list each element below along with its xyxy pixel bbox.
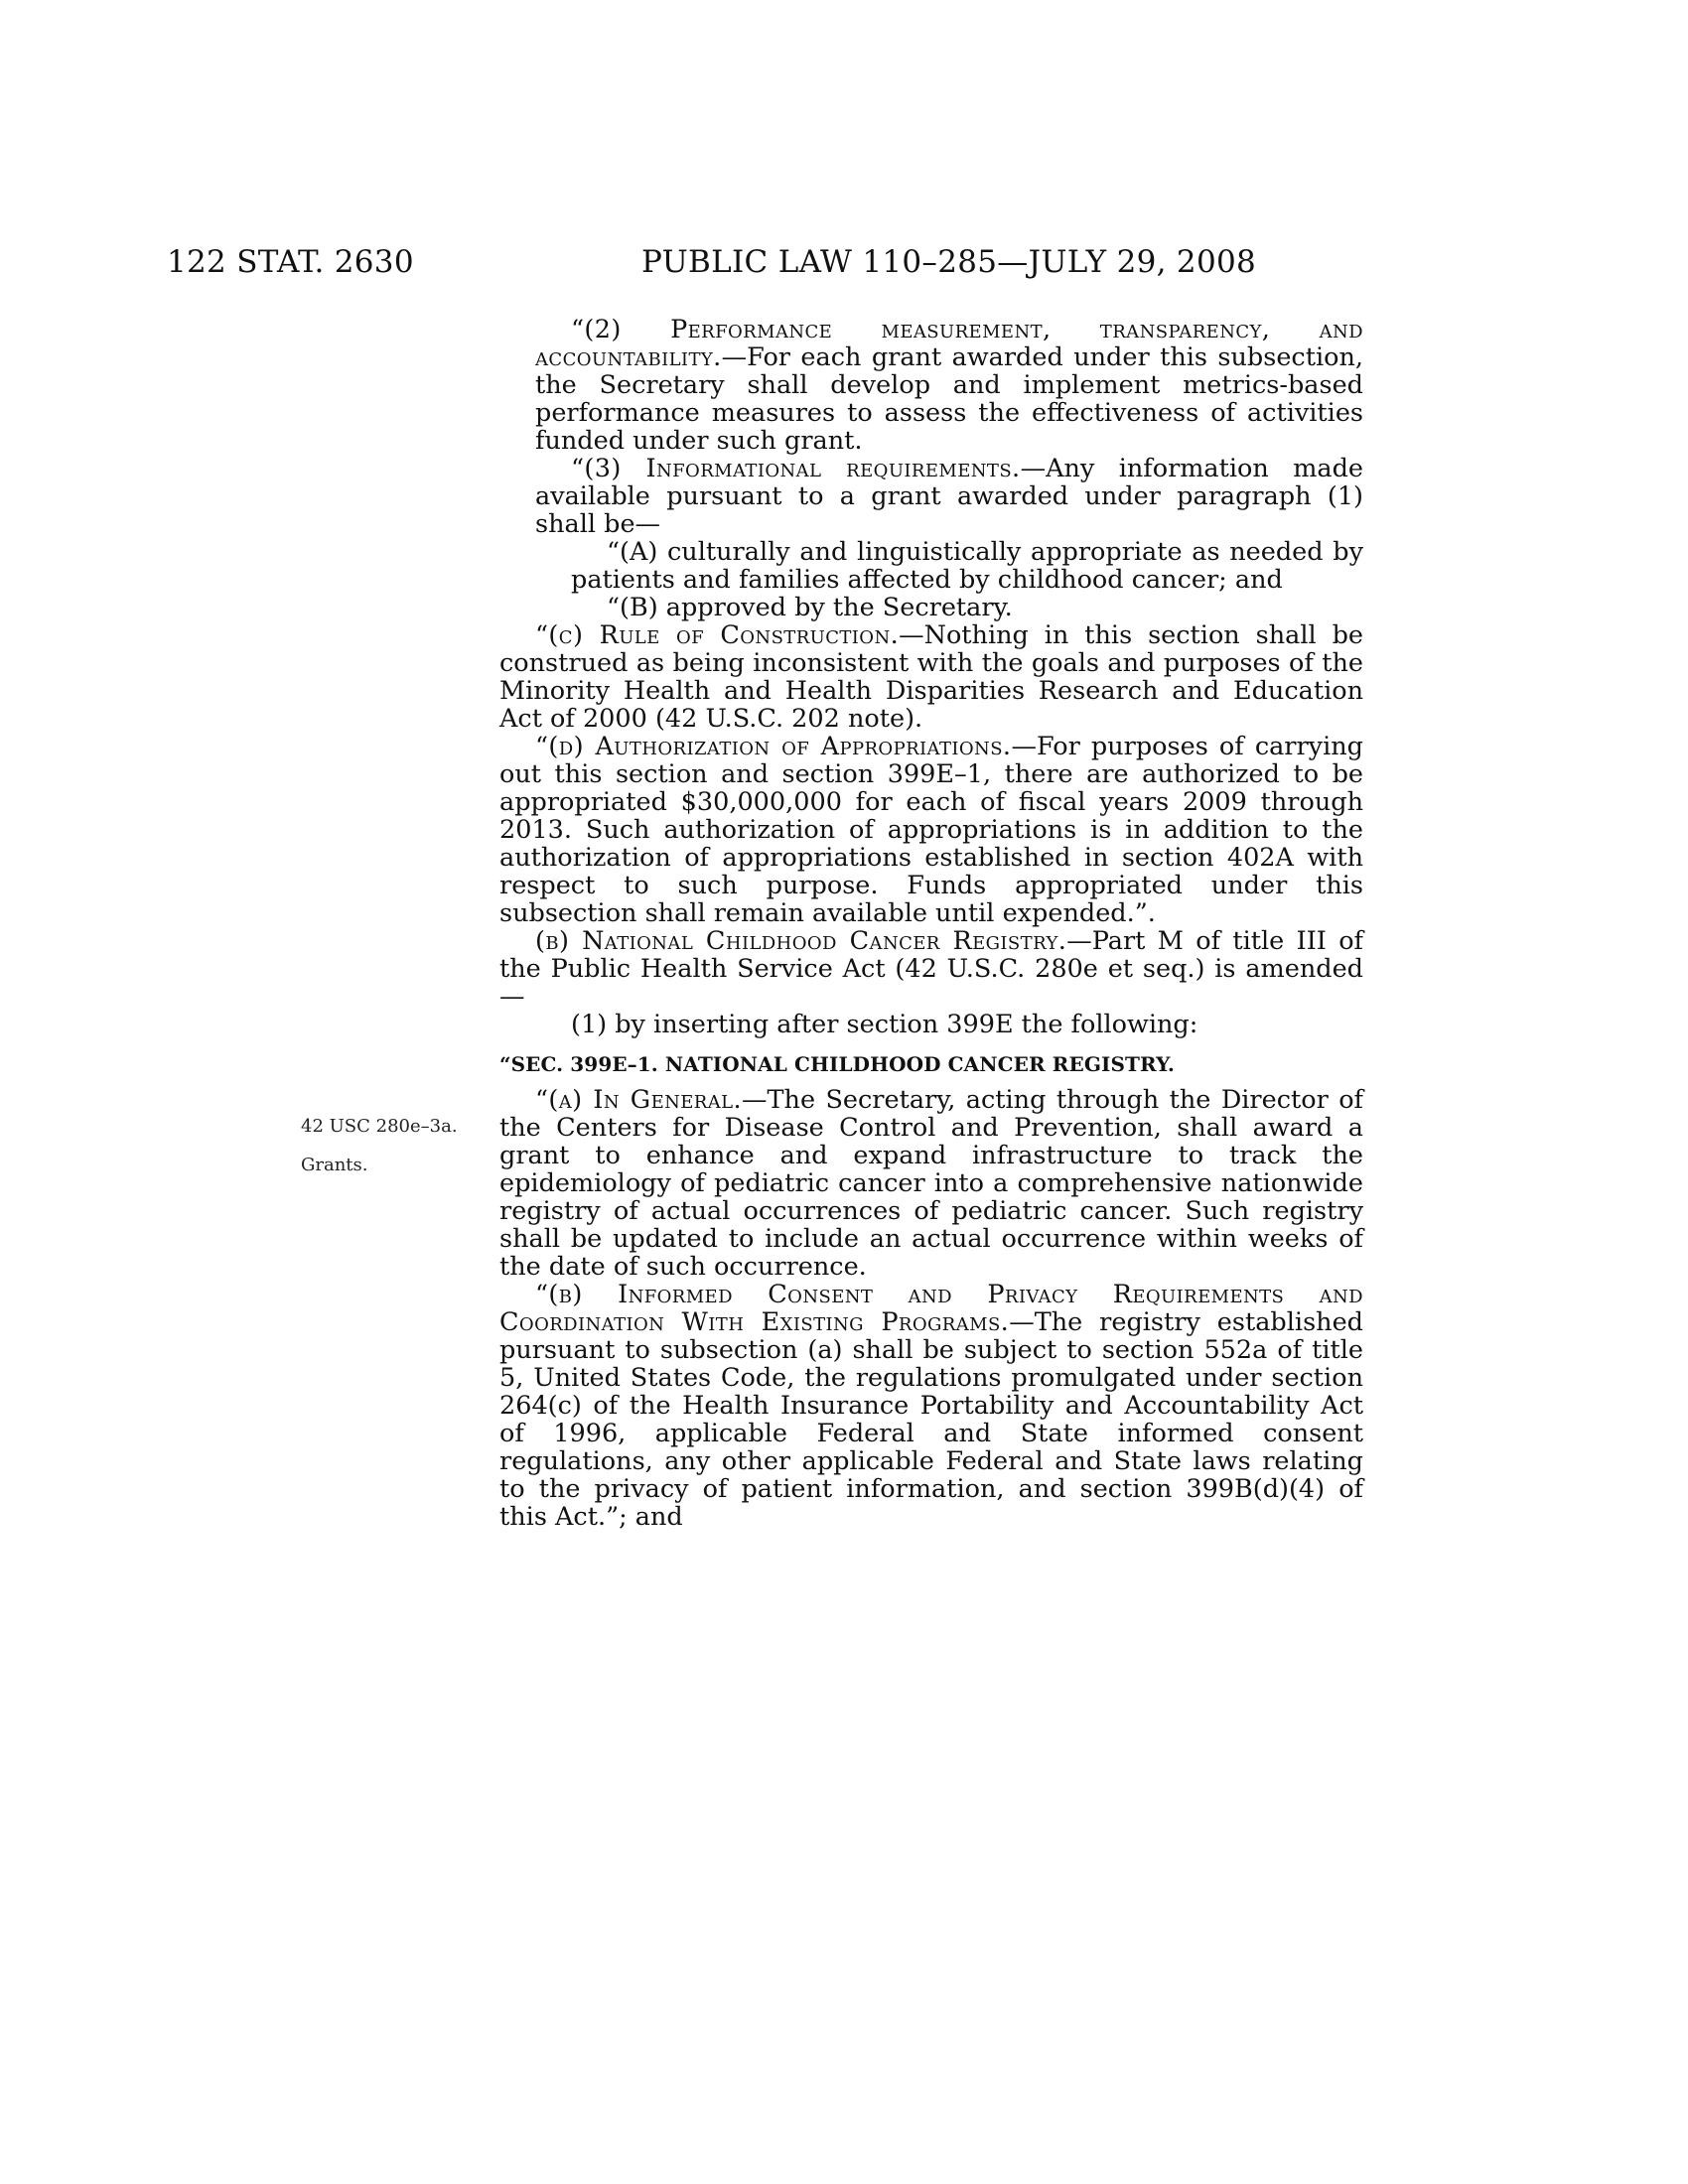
subparagraph-b: “(B) approved by the Secretary.: [607, 593, 1013, 622]
margin-note-grants: Grants.: [301, 1155, 368, 1175]
clause-1: (1) by inserting after section 399E the following:: [571, 1010, 1198, 1039]
subsection-c: [499, 621, 1363, 733]
paragraph-heading: “(3) Informational requirements.: [571, 454, 1021, 483]
stat-page-number: 122 STAT. 2630: [167, 244, 414, 280]
section-heading: “SEC. 399E–1. NATIONAL CHILDHOOD CANCER REGISTRY.: [499, 1052, 1175, 1076]
paragraph-text: —For each grant awarded under this subsection, the Secretary shall develop and implement metrics-based performance measures to assess the effectiveness of activities funded under such grant.: [535, 342, 1363, 456]
subsection-a-general: [499, 1086, 1363, 1281]
paragraph-text: —For purposes of carrying out this section and section 399E–1, there are authorized to be appropriated $30,000,000 for each of fiscal years 2009 through 2013. Such authorization of appropriations is in addition to the authorization of appropriations established in section 402A with respect to such purpose. Funds appropriated under this subsection shall remain available until expended.”.: [499, 732, 1363, 928]
running-header: PUBLIC LAW 110–285—JULY 29, 2008: [641, 244, 1257, 280]
paragraph-text: —Nothing in this section shall be construed as being inconsistent with the goals and purposes of the Minority Health and Health Disparities Research and Education Act of 2000 (42 U.S.C. 202 note).: [499, 620, 1363, 734]
paragraph-text: —The registry established pursuant to subsection (a) shall be subject to section 552a of title 5, United States Code, the regulations promulgated under section 264(c) of the Health Insurance Portability and Accountability Act of 1996, applicable Federal and State informed consent regulations, any other applicable Federal and State laws relating to the privacy of patient information, and section 399B(d)(4) of this Act.”; and: [499, 1307, 1363, 1532]
document-body: [499, 316, 1363, 1531]
paragraph-heading: “(c) Rule of Construction.: [535, 620, 900, 650]
paragraph-heading: “(a) In General.: [535, 1085, 743, 1115]
margin-note-usc: 42 USC 280e–3a.: [301, 1116, 458, 1137]
paragraph-2: [499, 316, 1363, 455]
paragraph-3: [499, 455, 1363, 538]
subsection-b-registry: [499, 927, 1363, 1011]
paragraph-text: —The Secretary, acting through the Director of the Centers for Disease Control and Prevention, shall award a grant to enhance and expand infrastructure to track the epidemiology of pediatric cancer into a comprehensive nationwide registry of actual occurrences of pediatric cancer. Such registry shall be updated to include an actual occurrence within weeks of the date of such occurrence.: [499, 1085, 1363, 1282]
paragraph-heading: “(d) Authorization of Appropriations.: [535, 732, 1012, 761]
subsection-d: [499, 733, 1363, 927]
subparagraph-a: “(A) culturally and linguistically appropriate as needed by patients and families affected by childhood cancer; and: [571, 537, 1363, 595]
paragraph-heading: “(b) Informed Consent and Privacy Requirements and Coordination With Existing Programs.: [499, 1280, 1363, 1337]
paragraph-text: —Any information made available pursuant to a grant awarded under paragraph (1) shall be—: [535, 454, 1363, 539]
paragraph-heading: “(2) Performance measurement, transparency, and accountability.: [535, 315, 1363, 372]
paragraph-heading: (b) National Childhood Cancer Registry.: [535, 926, 1067, 956]
subsection-b-consent: [499, 1281, 1363, 1531]
paragraph-text: —Part M of title III of the Public Health Service Act (42 U.S.C. 280e et seq.) is amended—: [499, 926, 1363, 1012]
